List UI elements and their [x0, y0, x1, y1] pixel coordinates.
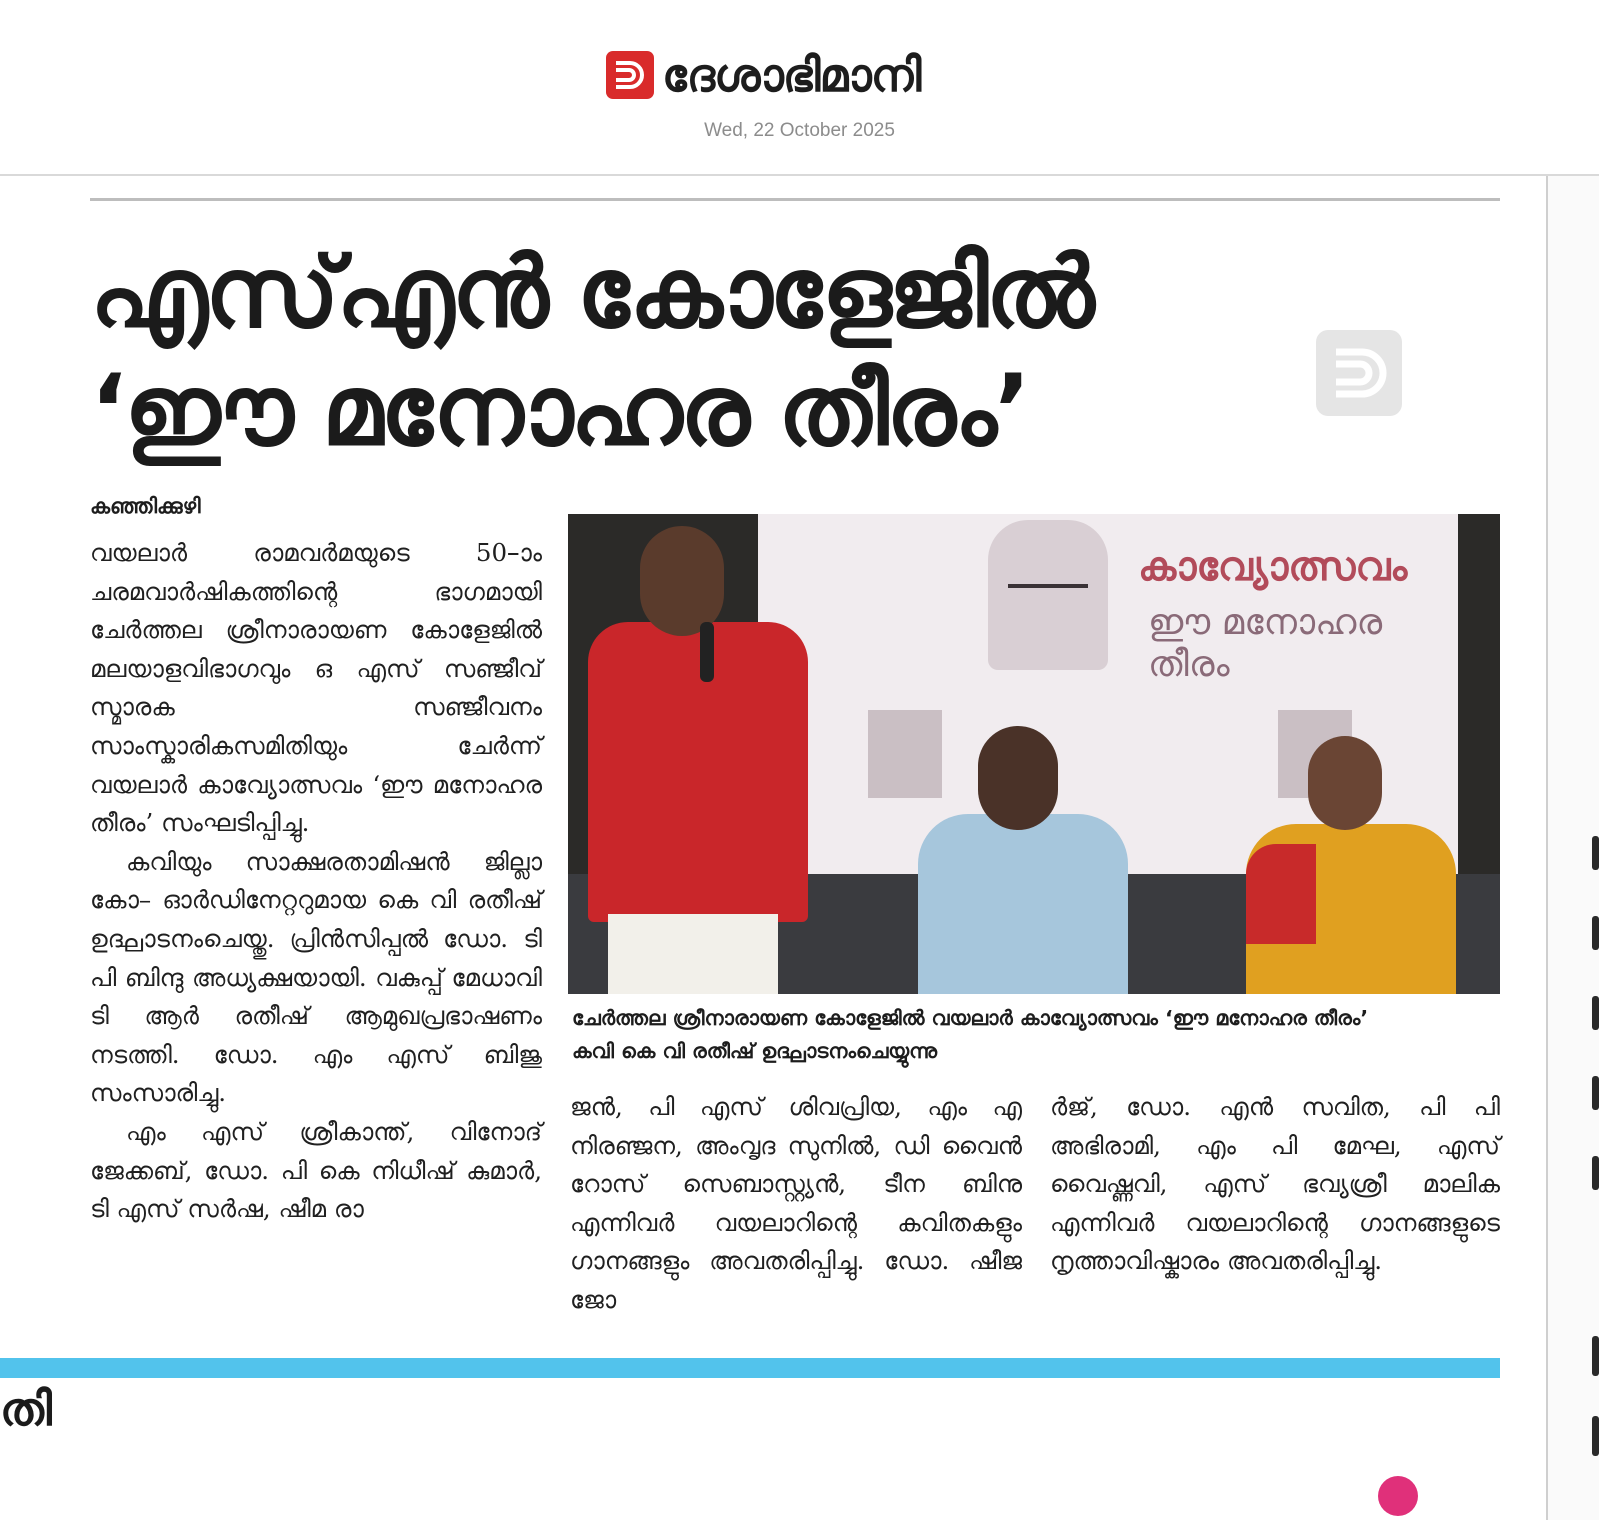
adjacent-text-mark [1592, 1336, 1599, 1376]
adjacent-text-mark [1592, 996, 1599, 1030]
article-column-1 [90, 534, 542, 1229]
paragraph-4: ജൻ, പി എസ് ശിവപ്രിയ, എം എ നിരഞ്ജന, അംവൃദ സുനിൽ, ഡി വൈൻ റോസ് സെബാസ്റ്റ്യൻ, ടീന ബിനു എന്നിവർ വയലാറിന്റെ കവിതകളും ഗാനങ്ങളും അവതരിപ്പിച്ചു. ഡോ. ഷീജ ജോ [570, 1092, 1022, 1314]
adjacent-text-mark [1592, 1156, 1599, 1190]
speaker-body [588, 622, 808, 922]
microphone-icon [700, 622, 714, 682]
speaker-mundu [608, 914, 778, 994]
seated-man-body [918, 814, 1128, 994]
seated-woman-blouse [1246, 844, 1316, 944]
caption-line-2: കവി കെ വി രതീഷ് ഉദ്ഘാടനംചെയ്യുന്നു [572, 1039, 938, 1063]
adjacent-text-mark [1592, 836, 1599, 870]
dateline: കഞ്ഞിക്കുഴി [90, 494, 201, 518]
headline-line-2: ‘ഈ മനോഹര തീരം’ [90, 354, 1029, 468]
paragraph-2: കവിയും സാക്ഷരതാമിഷൻ ജില്ലാ കോ– ഓർഡിനേറ്ററുമായ കെ വി രതീഷ് ഉദ്ഘാടനംചെയ്തു. പ്രിൻസിപ്പൽ ഡോ. ടി പി ബിന്ദു അധ്യക്ഷയായി. വകുപ്പ് മേധാവി ടി ആർ രതീഷ് ആമുഖപ്രഭാഷണം നടത്തി. ഡോ. എം എസ് ബിജു സംസാരിച്ചു. [90, 846, 542, 1108]
banner-glasses [1008, 564, 1088, 588]
adjacent-page-strip[interactable] [1548, 176, 1599, 1520]
article-photo[interactable] [568, 514, 1500, 994]
photo-caption [572, 1002, 1502, 1068]
paragraph-1: വയലാർ രാമവർമയുടെ 50–ാം ചരമവാർഷികത്തിന്റെ ഭാഗമായി ചേർത്തല ശ്രീനാരായണ കോളേജിൽ മലയാളവിഭാഗവും ഒ എസ് സഞ്ജീവ് സ്മാരക സഞ്ജീവനം സാംസ്കാരികസമിതിയും ചേർന്ന് വയലാർ കാവ്യോത്സവം ‘ഈ മനോഹര തീരം’ സംഘടിപ്പിച്ചു. [90, 538, 542, 838]
article-column-3 [1050, 1088, 1500, 1281]
top-rule [90, 198, 1500, 201]
banner-chairperson-portrait [868, 710, 942, 798]
banner-title: കാവ്യോത്സവം [1138, 544, 1408, 590]
section-divider [0, 1358, 1500, 1378]
headline-line-1: എസ്എൻ കോളേജിൽ [90, 236, 1092, 350]
next-article-headline[interactable]: തി [0, 1382, 53, 1436]
deshabhimani-logo-icon [606, 51, 654, 99]
epaper-page[interactable] [0, 176, 1548, 1520]
adjacent-text-mark [1592, 1076, 1599, 1110]
banner-poet-portrait [988, 520, 1108, 670]
seated-man-head [978, 726, 1058, 830]
banner-subtitle: ഈ മനോഹര തീരം [1148, 602, 1383, 685]
caption-line-1: ചേർത്തല ശ്രീനാരായണ കോളേജിൽ വയലാർ കാവ്യോത്സവം ‘ഈ മനോഹര തീരം’ [572, 1006, 1369, 1030]
masthead [0, 0, 1599, 176]
next-article-graphic [1378, 1476, 1418, 1516]
watermark-logo-icon [1316, 330, 1402, 416]
logo-text: ദേശാഭിമാനി [662, 48, 921, 102]
paragraph-5: ർജ്, ഡോ. എൻ സവിത, പി പി അഭിരാമി, എം പി മേഘ, എസ് വൈഷ്ണവി, എസ് ഭവ്യശ്രീ മാലിക എന്നിവർ വയലാറിന്റെ ഗാനങ്ങളുടെ നൃത്താവിഷ്കാരം അവതരിപ്പിച്ചു. [1050, 1092, 1500, 1276]
article-column-2 [570, 1088, 1022, 1320]
site-logo[interactable] [606, 44, 921, 106]
paragraph-3: എം എസ് ശ്രീകാന്ത്, വിനോദ് ജേക്കബ്, ഡോ. പി കെ നിധീഷ് കുമാർ, ടി എസ് സർഷ, ഷീമ രാ [90, 1116, 542, 1224]
issue-date: Wed, 22 October 2025 [704, 120, 895, 141]
adjacent-text-mark [1592, 916, 1599, 950]
speaker-head [640, 526, 724, 636]
article-headline [90, 234, 1290, 470]
seated-woman-head [1308, 736, 1382, 830]
adjacent-text-mark [1592, 1416, 1599, 1456]
